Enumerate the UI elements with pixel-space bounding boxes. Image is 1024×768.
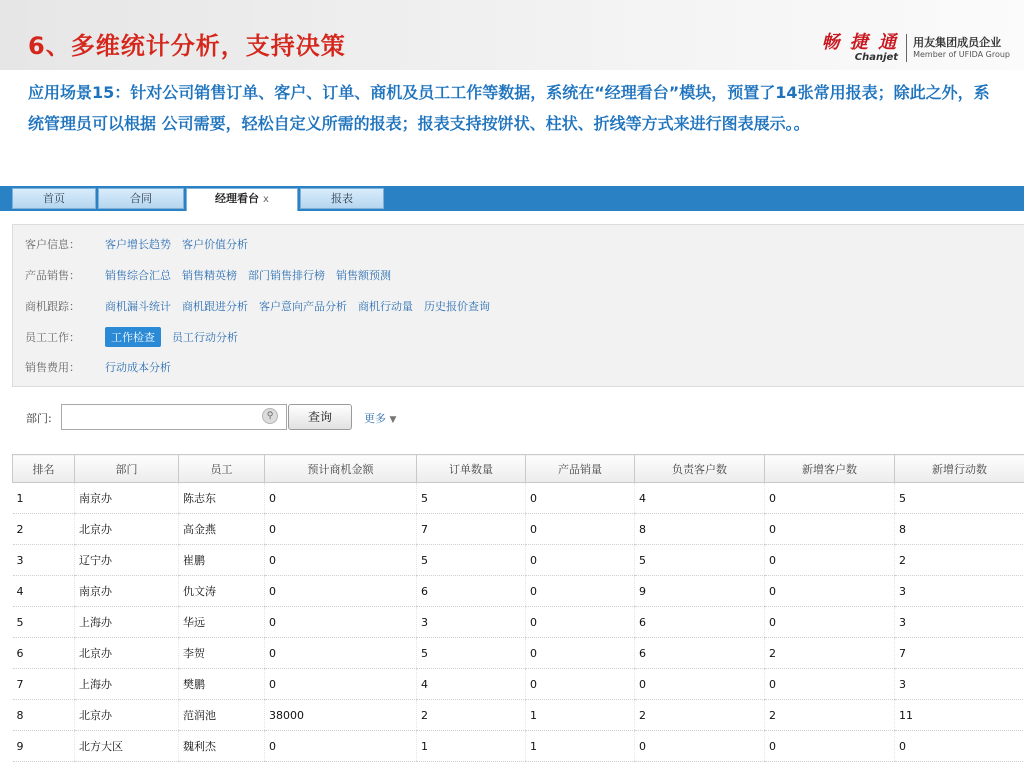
table-cell: 0 — [635, 731, 765, 762]
department-label: 部门: — [26, 412, 52, 425]
report-link-active[interactable]: 工作检查 — [105, 327, 161, 347]
table-cell: 7 — [417, 514, 526, 545]
table-cell: 2 — [765, 638, 895, 669]
table-cell: 11 — [895, 700, 1024, 731]
table-cell: 南京办 — [75, 576, 179, 607]
report-link[interactable]: 销售精英榜 — [182, 269, 237, 282]
tab-contract[interactable] — [98, 188, 184, 209]
column-header[interactable]: 部门 — [75, 455, 179, 483]
slide-title-bar — [0, 0, 1024, 70]
table-cell: 6 — [417, 576, 526, 607]
slide-title: 6、多维统计分析，支持决策 — [28, 32, 346, 60]
column-header[interactable]: 预计商机金额 — [265, 455, 417, 483]
report-link[interactable]: 历史报价查询 — [424, 300, 490, 313]
column-header[interactable]: 产品销量 — [526, 455, 635, 483]
table-cell: 38000 — [265, 700, 417, 731]
column-header[interactable]: 员工 — [179, 455, 265, 483]
magnifier-icon[interactable]: ⚲ — [262, 408, 278, 424]
table-cell: 8 — [895, 514, 1024, 545]
tab-bar — [0, 186, 1024, 211]
table-cell: 4 — [417, 669, 526, 700]
query-button[interactable]: 查询 — [288, 404, 352, 430]
column-header[interactable]: 新增行动数 — [895, 455, 1024, 483]
table-cell: 1 — [13, 483, 75, 514]
table-cell: 6 — [635, 607, 765, 638]
column-header[interactable]: 负责客户数 — [635, 455, 765, 483]
table-cell: 南京办 — [75, 483, 179, 514]
category-row-sales-expense — [25, 357, 182, 377]
report-link[interactable]: 商机行动量 — [358, 300, 413, 313]
table-cell: 北方大区 — [75, 731, 179, 762]
table-cell: 1 — [526, 700, 635, 731]
table-cell: 上海办 — [75, 607, 179, 638]
logo-brand-en: Chanjet — [854, 51, 899, 63]
table-cell: 0 — [765, 669, 895, 700]
table-cell: 0 — [765, 731, 895, 762]
table-cell: 0 — [526, 483, 635, 514]
category-row-staff-work — [25, 327, 249, 347]
table-cell: 8 — [635, 514, 765, 545]
table-cell: 0 — [635, 669, 765, 700]
table-row[interactable] — [13, 483, 1024, 514]
table-cell: 0 — [765, 545, 895, 576]
table-header-row — [13, 455, 1024, 483]
table-cell: 0 — [895, 731, 1024, 762]
table-cell: 0 — [265, 731, 417, 762]
logo-group-cn: 用友集团成员企业 — [913, 36, 1002, 49]
table-cell: 1 — [417, 731, 526, 762]
table-cell: 0 — [265, 545, 417, 576]
column-header[interactable]: 排名 — [13, 455, 75, 483]
table-cell: 高金燕 — [179, 514, 265, 545]
table-cell: 8 — [13, 700, 75, 731]
logo-group — [913, 36, 1010, 60]
table-cell: 6 — [635, 638, 765, 669]
caret-down-icon: ▼ — [389, 415, 397, 425]
category-row-opportunity — [25, 296, 501, 316]
report-link[interactable]: 商机漏斗统计 — [105, 300, 171, 313]
category-label: 销售费用： — [25, 361, 80, 374]
logo-brand-cn: 畅 捷 通 — [821, 31, 899, 53]
table-cell: 5 — [895, 483, 1024, 514]
table-cell: 0 — [265, 514, 417, 545]
table-cell: 7 — [13, 669, 75, 700]
data-table — [12, 454, 1024, 762]
table-cell: 2 — [765, 700, 895, 731]
table-cell: 北京办 — [75, 638, 179, 669]
logo-divider — [906, 34, 907, 62]
table-cell: 上海办 — [75, 669, 179, 700]
table-row[interactable] — [13, 700, 1024, 731]
category-label: 商机跟踪： — [25, 300, 80, 313]
report-link[interactable]: 员工行动分析 — [172, 331, 238, 344]
table-cell: 0 — [526, 545, 635, 576]
table-cell: 4 — [635, 483, 765, 514]
table-cell: 魏利杰 — [179, 731, 265, 762]
column-header[interactable]: 订单数量 — [417, 455, 526, 483]
table-cell: 0 — [265, 607, 417, 638]
table-cell: 0 — [765, 514, 895, 545]
report-link[interactable]: 客户增长趋势 — [105, 238, 171, 251]
report-category-panel — [12, 224, 1024, 387]
category-label: 员工工作： — [25, 331, 80, 344]
more-label: 更多 — [364, 412, 386, 425]
table-cell: 0 — [765, 483, 895, 514]
table-cell: 5 — [417, 545, 526, 576]
table-cell: 0 — [526, 638, 635, 669]
tab-close-icon[interactable]: x — [263, 194, 269, 205]
logo-group-en: Member of UFIDA Group — [913, 50, 1010, 59]
table-cell: 2 — [635, 700, 765, 731]
table-row[interactable] — [13, 514, 1024, 545]
work-check-table — [12, 454, 1024, 762]
category-row-customer — [25, 234, 259, 254]
table-cell: 5 — [635, 545, 765, 576]
report-link[interactable]: 客户意向产品分析 — [259, 300, 347, 313]
table-cell: 0 — [765, 607, 895, 638]
report-link[interactable]: 销售额预测 — [336, 269, 391, 282]
report-link[interactable]: 部门销售排行榜 — [248, 269, 325, 282]
slide-description: 应用场景15：针对公司销售订单、客户、订单、商机及员工工作等数据，系统在“经理看台”模块，预置了14张常用报表；除此之外，系统管理员可以根据 公司需要，轻松自定义所需的报表；报表支持按饼状、柱状、折线等方式来进行图表展示。。 — [28, 83, 990, 133]
table-cell: 7 — [895, 638, 1024, 669]
table-cell: 北京办 — [75, 700, 179, 731]
table-cell: 9 — [635, 576, 765, 607]
table-cell: 9 — [13, 731, 75, 762]
table-cell: 仇文涛 — [179, 576, 265, 607]
table-row[interactable] — [13, 638, 1024, 669]
report-link[interactable]: 行动成本分析 — [105, 361, 171, 374]
table-cell: 2 — [417, 700, 526, 731]
table-row[interactable] — [13, 669, 1024, 700]
table-cell: 6 — [13, 638, 75, 669]
category-row-product-sales — [25, 265, 402, 285]
department-input[interactable] — [61, 404, 287, 430]
chanjet-logo — [822, 30, 1010, 66]
table-cell: 0 — [265, 669, 417, 700]
category-label: 产品销售： — [25, 269, 80, 282]
table-cell: 0 — [265, 483, 417, 514]
tab-manager-dashboard[interactable] — [186, 188, 298, 211]
table-cell: 北京办 — [75, 514, 179, 545]
table-row[interactable] — [13, 576, 1024, 607]
table-cell: 0 — [526, 514, 635, 545]
table-cell: 华远 — [179, 607, 265, 638]
table-cell: 陈志东 — [179, 483, 265, 514]
table-cell: 3 — [895, 669, 1024, 700]
tab-label: 经理看台 — [215, 192, 260, 205]
report-link[interactable]: 客户价值分析 — [182, 238, 248, 251]
tab-label: 报表 — [331, 192, 353, 205]
table-row[interactable] — [13, 607, 1024, 638]
table-cell: 樊鹏 — [179, 669, 265, 700]
report-link[interactable]: 销售综合汇总 — [105, 269, 171, 282]
tab-reports[interactable] — [300, 188, 384, 209]
table-cell: 0 — [526, 669, 635, 700]
table-cell: 0 — [526, 576, 635, 607]
table-cell: 0 — [265, 638, 417, 669]
logo-brand — [821, 31, 899, 63]
table-cell: 4 — [13, 576, 75, 607]
table-cell: 2 — [895, 545, 1024, 576]
category-label: 客户信息： — [25, 238, 80, 251]
tab-home[interactable] — [12, 188, 96, 209]
table-cell: 崔鹏 — [179, 545, 265, 576]
table-cell: 李贺 — [179, 638, 265, 669]
filter-bar — [26, 404, 626, 430]
table-row[interactable] — [13, 545, 1024, 576]
column-header[interactable]: 新增客户数 — [765, 455, 895, 483]
more-options-link[interactable] — [364, 410, 396, 426]
table-cell: 0 — [526, 607, 635, 638]
table-cell: 0 — [265, 576, 417, 607]
table-cell: 5 — [417, 483, 526, 514]
table-cell: 范润池 — [179, 700, 265, 731]
table-cell: 辽宁办 — [75, 545, 179, 576]
table-cell: 3 — [895, 576, 1024, 607]
table-cell: 2 — [13, 514, 75, 545]
table-row[interactable] — [13, 731, 1024, 762]
table-cell: 0 — [765, 576, 895, 607]
table-cell: 5 — [13, 607, 75, 638]
table-cell: 3 — [417, 607, 526, 638]
report-link[interactable]: 商机跟进分析 — [182, 300, 248, 313]
table-cell: 3 — [895, 607, 1024, 638]
tab-label: 首页 — [43, 192, 65, 205]
tab-label: 合同 — [130, 192, 152, 205]
table-cell: 5 — [417, 638, 526, 669]
table-cell: 3 — [13, 545, 75, 576]
table-cell: 1 — [526, 731, 635, 762]
